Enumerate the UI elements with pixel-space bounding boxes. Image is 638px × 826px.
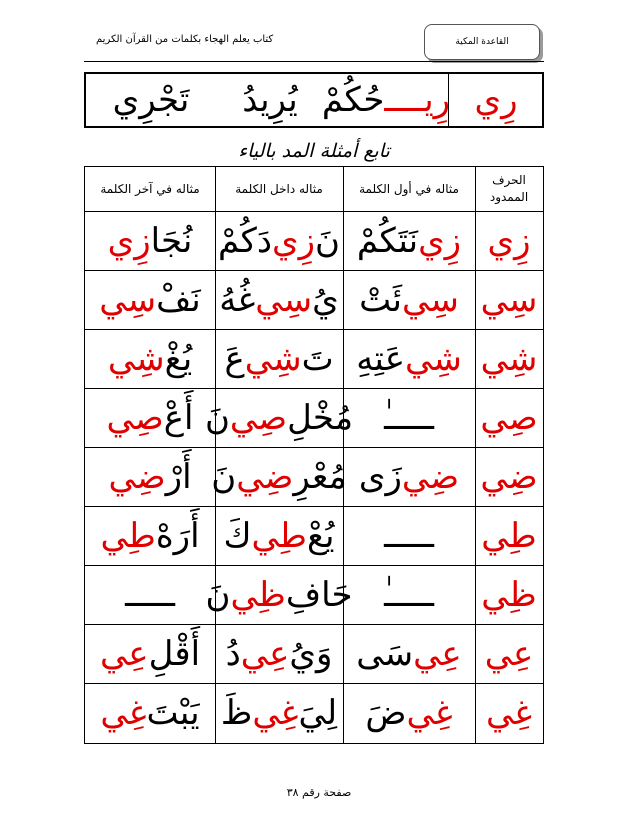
cell-last — [85, 388, 215, 447]
cell-first — [343, 211, 475, 270]
top-cell-word-1 — [321, 74, 451, 126]
cell-first — [343, 447, 475, 506]
cell-letter: ضِي — [480, 456, 538, 497]
word-part: أَرَهْ — [155, 515, 200, 556]
page-number: صفحة رقم ٣٨ — [286, 786, 352, 799]
chapter-badge: القاعدة المكية — [424, 24, 540, 60]
section-subtitle: تابع أمثلة المد بالياء — [238, 140, 390, 162]
word-part: شِي — [244, 338, 302, 379]
word-part: عِي — [413, 633, 462, 674]
cell-letter: زِي — [487, 220, 531, 261]
col-header-first: مثاله في أول الكلمة — [359, 182, 459, 196]
cell-last — [85, 447, 215, 506]
word-part: عَ — [224, 338, 245, 379]
word-part: حَافِ — [285, 574, 353, 615]
word-part: دُ — [225, 633, 241, 674]
header-rule — [84, 61, 544, 62]
word-part: وَيُ — [289, 633, 333, 674]
cell-first: ـــــٰ — [384, 574, 434, 615]
word-part: نَ — [315, 220, 340, 261]
word-part: طِي — [251, 515, 307, 556]
word-part: زَى — [358, 456, 402, 497]
cell-last — [85, 506, 215, 565]
cell-letter: طِي — [481, 515, 537, 556]
cell-last: ـــــ — [125, 574, 175, 615]
word-part: مُعْرِ — [293, 456, 347, 497]
book-title: كتاب يعلم الهجاء بكلمات من القرآن الكريم — [96, 34, 274, 45]
word-part: سِي — [99, 279, 157, 320]
word-part: نَ — [205, 574, 231, 615]
cell-middle — [215, 270, 343, 329]
word-part: تَ — [301, 338, 334, 379]
word-part: ئَتْ — [359, 279, 403, 320]
word-part: سِي — [402, 279, 459, 320]
cell-first — [343, 270, 475, 329]
cell-middle — [215, 329, 343, 388]
word-part: غِي — [406, 692, 453, 733]
word-part: دَكُمْ — [218, 220, 272, 261]
cell-letter: غِي — [485, 692, 533, 733]
cell-letter: عِي — [484, 633, 534, 674]
word-part: صِي — [106, 397, 164, 438]
word-part: ضِي — [108, 456, 166, 497]
top-word-1-black: حُكُمْ — [321, 80, 385, 120]
word-part: نَتَكُمْ — [356, 220, 419, 261]
col-header-last: مثاله في آخر الكلمة — [100, 182, 200, 196]
word-part: زِي — [107, 220, 151, 261]
word-part: ظِي — [230, 574, 286, 615]
cell-first: ـــــٰ — [384, 397, 434, 438]
cell-first: ـــــ — [384, 515, 434, 556]
col-header-middle: مثاله داخل الكلمة — [235, 182, 323, 196]
cell-middle — [215, 211, 343, 270]
word-part: سَى — [356, 633, 414, 674]
word-part: طِي — [100, 515, 156, 556]
word-part: عِي — [240, 633, 290, 674]
cell-middle — [211, 447, 347, 506]
cell-letter: صِي — [480, 397, 538, 438]
word-part: ضِي — [236, 456, 294, 497]
word-part: يَبْتَ — [146, 692, 200, 733]
word-part: نَ — [204, 397, 230, 438]
word-part: نُجَا — [150, 220, 193, 261]
cell-first — [343, 683, 475, 742]
top-table — [84, 72, 544, 128]
word-part: ضَ — [365, 692, 407, 733]
word-part: مُخْلِ — [287, 397, 354, 438]
cell-middle — [205, 565, 353, 624]
cell-last — [85, 683, 215, 742]
cell-middle — [215, 683, 343, 742]
cell-letter: ظِي — [481, 574, 537, 615]
word-part: شِي — [404, 338, 462, 379]
top-cell-letter: رِي — [474, 80, 518, 120]
word-part: زِي — [418, 220, 462, 261]
word-part: غِي — [252, 692, 299, 733]
word-part: ضِي — [401, 456, 460, 497]
word-part: زِي — [271, 220, 316, 261]
cell-middle — [204, 388, 354, 447]
word-part: أَرْ — [165, 456, 192, 497]
cell-first — [343, 624, 475, 683]
word-part: غِي — [100, 692, 147, 733]
word-part: صِي — [229, 397, 288, 438]
word-part: كَ — [223, 515, 252, 556]
cell-last — [85, 270, 215, 329]
word-part: يُعْ — [306, 515, 335, 556]
cell-middle — [215, 624, 343, 683]
cell-last — [85, 211, 215, 270]
cell-middle — [215, 506, 343, 565]
word-part: سِي — [255, 279, 313, 320]
cell-letter: شِي — [480, 338, 538, 379]
word-part: غُهُ — [219, 279, 256, 320]
cell-first — [343, 329, 475, 388]
word-part: لِيَ — [298, 692, 338, 733]
word-part: عِي — [99, 633, 149, 674]
top-cell-word-3: تَجْرِي — [112, 80, 190, 120]
cell-letter: سِي — [480, 279, 538, 320]
col-header-letter: الحرف الممدود — [489, 173, 529, 204]
word-part: نَفْ — [156, 279, 201, 320]
word-part: يُغْ — [164, 338, 193, 379]
word-part: ظَ — [220, 692, 253, 733]
word-part: نَ — [211, 456, 237, 497]
word-part: شِي — [107, 338, 165, 379]
cell-last — [85, 624, 215, 683]
top-word-1-red: رِيــــ — [384, 80, 451, 120]
word-part: عَتِهِ — [356, 338, 405, 379]
word-part: أَعْ — [163, 397, 194, 438]
cell-last — [85, 329, 215, 388]
top-cell-word-2: يُرِيدُ — [242, 80, 298, 120]
word-part: أَقْلِ — [148, 633, 201, 674]
word-part: يُ — [312, 279, 339, 320]
main-table — [84, 166, 544, 744]
